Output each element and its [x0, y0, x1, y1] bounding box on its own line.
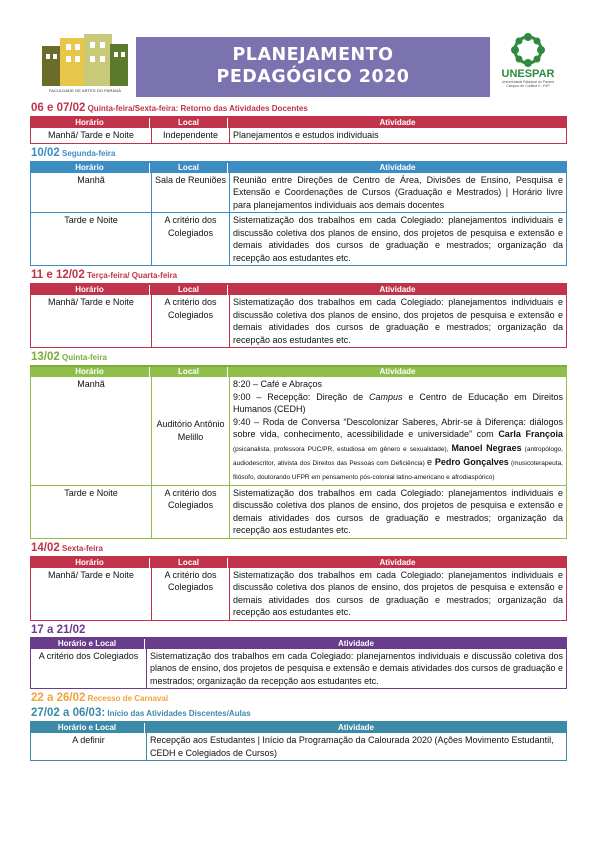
title-line-2: PEDAGÓGICO 2020	[216, 67, 410, 87]
cell-atividade: Sistematização dos trabalhos em cada Colegiado: planejamentos individuais e discussão coletiva dos planos de ensino, dos projetos de pesquisa e extensão e demais atividades dos cursos de graduação e mestrados; organização da recepção aos estudantes etc.	[229, 486, 566, 538]
cell-local: A critério dos Colegiados	[151, 486, 229, 538]
fap-building-icon	[40, 34, 130, 88]
section-subtitle: Quinta-feira/Sexta-feira: Retorno das Atividades Docentes	[85, 104, 308, 113]
unespar-emblem-icon	[506, 32, 550, 68]
speaker-description: (antropólogo, audiodescritor, ativista dos Direitos das Pessoas com Deficiência)	[233, 445, 563, 467]
col-atividade: Atividade	[379, 162, 416, 172]
page-header	[0, 0, 596, 100]
col-horario: Horário	[30, 367, 150, 377]
cell-horario: Tarde e Noite	[64, 215, 118, 225]
cell-horario: Manhã	[77, 174, 105, 185]
activity-text: 9:40 – Roda de Conversa “Descolonizar Saberes, Abrir-se à Diferença: diálogos sobre vida, conhecimento, acessibilidade e universidade” com	[233, 416, 563, 439]
cell-local: A critério dos Colegiados	[151, 295, 229, 347]
section-title	[30, 350, 567, 367]
section-22-26-02	[30, 691, 567, 706]
col-atividade: Atividade	[379, 118, 416, 127]
section-10-02	[30, 146, 567, 267]
table-body	[30, 568, 567, 621]
table-header	[30, 723, 567, 733]
table-row	[31, 377, 566, 486]
table-row	[31, 568, 566, 620]
cell-horario: Manhã	[77, 379, 105, 389]
section-title	[30, 101, 567, 118]
activity-text: e Centro de Educação em Direitos Humanos (CEDH)	[233, 391, 563, 414]
col-local: Local	[150, 558, 228, 568]
cell-local-text: Auditório Antônio Melillo	[156, 419, 225, 442]
cell-atividade: Sistematização dos trabalhos em cada Colegiado: planejamentos individuais e discussão coletiva dos planos de ensino, dos projetos de pesquisa e extensão e demais atividades dos cursos de graduação e mestrados; organização da recepção aos estudantes etc.	[229, 295, 566, 347]
unespar-subtitle: Universidade Estadual do Paraná Campus de Curitiba II - FAP	[501, 80, 555, 88]
table-row	[31, 486, 566, 538]
speaker-name: Manoel Negraes	[451, 442, 522, 453]
col-horario: Horário	[30, 118, 150, 128]
table-row	[31, 649, 566, 689]
unespar-name: UNESPAR	[501, 68, 555, 80]
section-subtitle: Recesso de Carnaval	[85, 694, 169, 703]
section-subtitle: Terça-feira/ Quarta-feira	[84, 271, 178, 280]
col-horario: Horário	[30, 285, 150, 295]
table-row	[31, 128, 566, 143]
cell-horario: Manhã/ Tarde e Noite	[48, 130, 134, 140]
table-body	[30, 377, 567, 539]
section-date: 13/02	[31, 351, 60, 363]
table-header	[30, 163, 567, 173]
table-header	[30, 367, 567, 377]
cell-local	[151, 377, 229, 485]
activity-line-3	[233, 416, 563, 484]
cell-horario-local: A critério dos Colegiados	[38, 650, 139, 661]
col-atividade: Atividade	[379, 285, 416, 294]
speaker-name: Pedro Gonçalves	[434, 456, 509, 467]
col-horario: Horário	[30, 163, 150, 173]
activity-line-1: 8:20 – Café e Abraços	[233, 379, 323, 389]
section-06-07-02	[30, 101, 567, 144]
section-14-02	[30, 541, 567, 621]
section-date: 22 a 26/02	[31, 692, 86, 704]
cell-atividade: Sistematização dos trabalhos em cada Colegiado: planejamentos individuais e discussão coletiva dos planos de ensino, dos projetos de pesquisa e extensão e demais atividades dos cursos de graduação e mestrados; organização da recepção aos estudantes etc.	[229, 213, 566, 265]
cell-atividade: Reunião entre Direções de Centro de Área, Divisões de Ensino, Pesquisa e Extensão e Coordenações de Cursos (Graduação e Mestrados) | Horário livre para planejamentos individuais aos demais docentes	[229, 173, 566, 213]
section-11-12-02	[30, 268, 567, 348]
section-title	[30, 706, 567, 723]
section-27-02-06-03	[30, 706, 567, 761]
activity-text: 9:00 – Recepção: Direção de	[233, 391, 370, 402]
cell-horario-local: A definir	[72, 735, 105, 745]
section-subtitle: Início das Atividades Discentes/Aulas	[105, 709, 251, 718]
col-atividade: Atividade	[379, 557, 416, 567]
fap-logo	[40, 34, 130, 94]
table-body	[30, 649, 567, 690]
cell-atividade: Sistematização dos trabalhos em cada Colegiado: planejamentos individuais e discussão coletiva dos planos de ensino, dos projetos de pesquisa e extensão e demais atividades dos cursos de graduação e mestrados; organização da recepção aos estudantes etc.	[146, 649, 566, 689]
section-subtitle: Segunda-feira	[59, 148, 116, 158]
table-header	[30, 639, 567, 649]
unespar-logo	[498, 32, 558, 98]
section-13-02	[30, 350, 567, 539]
table-body	[30, 295, 567, 348]
col-atividade: Atividade	[379, 367, 416, 376]
section-date: 11 e 12/02	[31, 269, 85, 281]
cell-atividade: Planejamentos e estudos individuais	[229, 128, 566, 143]
cell-local: A critério dos Colegiados	[151, 568, 229, 620]
section-date: 14/02	[31, 541, 60, 554]
activity-line-2	[233, 391, 563, 416]
table-header	[30, 558, 567, 568]
table-row	[31, 173, 566, 214]
section-title	[30, 623, 567, 639]
speaker-description: (psicanalista, professora PUC/PR, estudiosa em gênero e sexualidade),	[233, 445, 452, 453]
col-atividade: Atividade	[337, 638, 374, 648]
page-title	[136, 37, 490, 97]
table-body	[30, 733, 567, 761]
col-horario-local: Horário e Local	[30, 639, 145, 649]
table-body	[30, 128, 567, 144]
cell-horario: Tarde e Noite	[64, 487, 118, 498]
cell-atividade: Recepção aos Estudantes | Início da Programação da Calourada 2020 (Ações Movimento Estudantil, CEDH e Colegiados de Cursos)	[146, 733, 566, 760]
section-17-21-02	[30, 623, 567, 690]
table-header	[30, 285, 567, 295]
section-title	[30, 146, 567, 163]
table-body	[30, 173, 567, 267]
section-subtitle: Quinta-feira	[59, 353, 107, 362]
speaker-description: (musicoterapeuta, filósofo, doutorando UFPR em pensamento pós-colonial latino-americano e afrodiaspórico)	[233, 459, 563, 481]
section-title	[30, 268, 567, 285]
cell-local: A critério dos Colegiados	[151, 213, 229, 265]
section-date: 17 a 21/02	[31, 623, 86, 636]
col-horario: Horário	[30, 558, 150, 568]
section-title	[30, 541, 567, 558]
section-date: 06 e 07/02	[31, 102, 86, 114]
col-local: Local	[150, 163, 228, 173]
section-date: 10/02	[31, 146, 60, 159]
cell-local: Independente	[151, 128, 229, 143]
activity-text: e	[427, 456, 435, 467]
table-row	[31, 213, 566, 265]
cell-local: Sala de Reuniões	[151, 173, 229, 213]
table-row	[31, 733, 566, 760]
section-subtitle: Sexta-feira	[59, 543, 103, 553]
table-header	[30, 118, 567, 128]
table-row	[31, 295, 566, 347]
schedule	[30, 101, 567, 763]
col-horario-local: Horário e Local	[30, 723, 145, 733]
section-date: 27/02 a 06/03:	[31, 707, 106, 719]
cell-atividade	[229, 377, 566, 485]
cell-horario: Manhã/ Tarde e Noite	[48, 297, 134, 307]
col-local: Local	[150, 285, 228, 295]
activity-text-italic: Campus	[369, 391, 403, 402]
speaker-name: Carla Françoia	[498, 428, 564, 439]
fap-logo-caption: FACULDADE DE ARTES DO PARANÁ	[48, 88, 121, 93]
cell-atividade: Sistematização dos trabalhos em cada Colegiado: planejamentos individuais e discussão coletiva dos planos de ensino, dos projetos de pesquisa e extensão e demais atividades dos cursos de graduação e mestrados; organização da recepção aos estudantes etc.	[229, 568, 566, 620]
cell-horario: Manhã/ Tarde e Noite	[48, 569, 134, 580]
col-local: Local	[150, 367, 228, 377]
col-local: Local	[150, 118, 228, 128]
title-line-1: PLANEJAMENTO	[232, 45, 394, 65]
col-atividade: Atividade	[337, 723, 374, 732]
